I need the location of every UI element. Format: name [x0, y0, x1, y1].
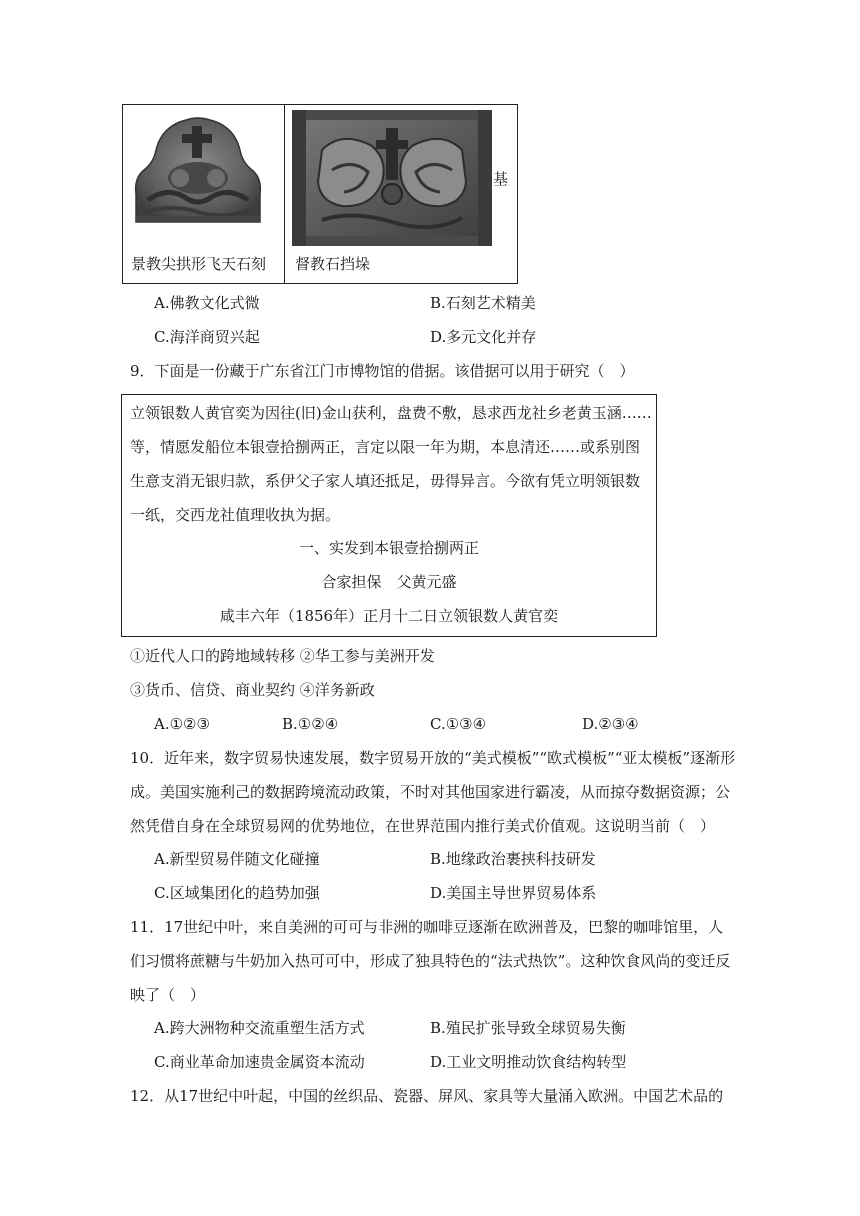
q8-option-a[interactable]: A.佛教文化式微: [154, 294, 260, 312]
q9-items-line: ①近代人口的跨地域转移 ②华工参与美洲开发: [130, 647, 435, 665]
q12-stem-line: 12．从17世纪中叶起，中国的丝织品、瓷器、屏风、家具等大量涌入欧洲。中国艺术品的: [130, 1087, 724, 1105]
q9-option-d[interactable]: D.②③④: [582, 715, 639, 733]
q9-option-c[interactable]: C.①③④: [430, 715, 487, 733]
q11-stem-line: 11．17世纪中叶，来自美洲的可可与非洲的咖啡豆逐渐在欧洲普及，巴黎的咖啡馆里，人: [130, 918, 724, 936]
q11-option-d[interactable]: D.工业文明推动饮食结构转型: [430, 1053, 627, 1071]
q10-option-a[interactable]: A.新型贸易伴随文化碰撞: [154, 850, 320, 868]
left-image-caption: 景教尖拱形飞天石刻: [131, 255, 267, 273]
q9-quote-center-line: 咸丰六年（1856年）正月十二日立领银数人黄官奕: [219, 607, 559, 625]
q11-option-a[interactable]: A.跨大洲物种交流重塑生活方式: [154, 1019, 365, 1037]
figure-divider: [284, 104, 285, 284]
q9-quote-line: 一纸，交西龙社值理收执为据。: [130, 506, 341, 524]
q9-option-a[interactable]: A.①②③: [154, 715, 210, 733]
nestorian-flying-apsara-carving-image: [128, 112, 268, 230]
q8-option-b[interactable]: B.石刻艺术精美: [430, 294, 536, 312]
q9-quote-line: 生意支消无银归款，系伊父子家人填还抵足，毋得异言。今欲有凭立明领银数: [130, 472, 641, 490]
q9-quote-line: 等，情愿发船位本银壹拾捌两正，言定以限一年为期，本息清还……或系别图: [130, 438, 641, 456]
q10-option-d[interactable]: D.美国主导世界贸易体系: [430, 884, 597, 902]
q9-option-b[interactable]: B.①②④: [282, 715, 339, 733]
q11-stem-line: 映了（ ）: [130, 986, 206, 1004]
figure-side-text: 基: [493, 170, 509, 188]
christian-stone-parapet-image: [292, 110, 492, 246]
q9-stem: 9．下面是一份藏于广东省江门市博物馆的借据。该借据可以用于研究（ ）: [130, 362, 635, 380]
q11-stem-line: 们习惯将蔗糖与牛奶加入热可可中，形成了独具特色的“法式热饮”。这种饮食风尚的变迁反: [130, 952, 731, 970]
q8-option-d[interactable]: D.多元文化并存: [430, 328, 537, 346]
q9-quote-line: 立领银数人黄官奕为因往(旧)金山获利，盘费不敷，恳求西龙社乡老黄玉涵……: [130, 404, 652, 422]
q8-option-c[interactable]: C.海洋商贸兴起: [154, 328, 260, 346]
q10-stem-line: 成。美国实施利己的数据跨境流动政策，不时对其他国家进行霸凌，从而掠夺数据资源；公: [130, 783, 731, 801]
q10-option-c[interactable]: C.区域集团化的趋势加强: [154, 884, 320, 902]
q9-quote-center-line: 一、实发到本银壹拾捌两正: [298, 539, 479, 557]
q11-option-b[interactable]: B.殖民扩张导致全球贸易失衡: [430, 1019, 626, 1037]
q9-items-line: ③货币、信贷、商业契约 ④洋务新政: [130, 681, 375, 699]
q9-quote-center-line: 合家担保 父黄元盛: [321, 573, 457, 591]
right-image-caption: 督教石挡垛: [295, 255, 371, 273]
q11-option-c[interactable]: C.商业革命加速贵金属资本流动: [154, 1053, 365, 1071]
q10-stem-line: 然凭借自身在全球贸易网的优势地位，在世界范围内推行美式价值观。这说明当前（ ）: [130, 817, 716, 835]
q10-option-b[interactable]: B.地缘政治裹挟科技研发: [430, 850, 596, 868]
q10-stem-line: 10．近年来，数字贸易快速发展，数字贸易开放的“美式模板”“欧式模板”“亚太模板”逐渐形: [130, 749, 736, 767]
